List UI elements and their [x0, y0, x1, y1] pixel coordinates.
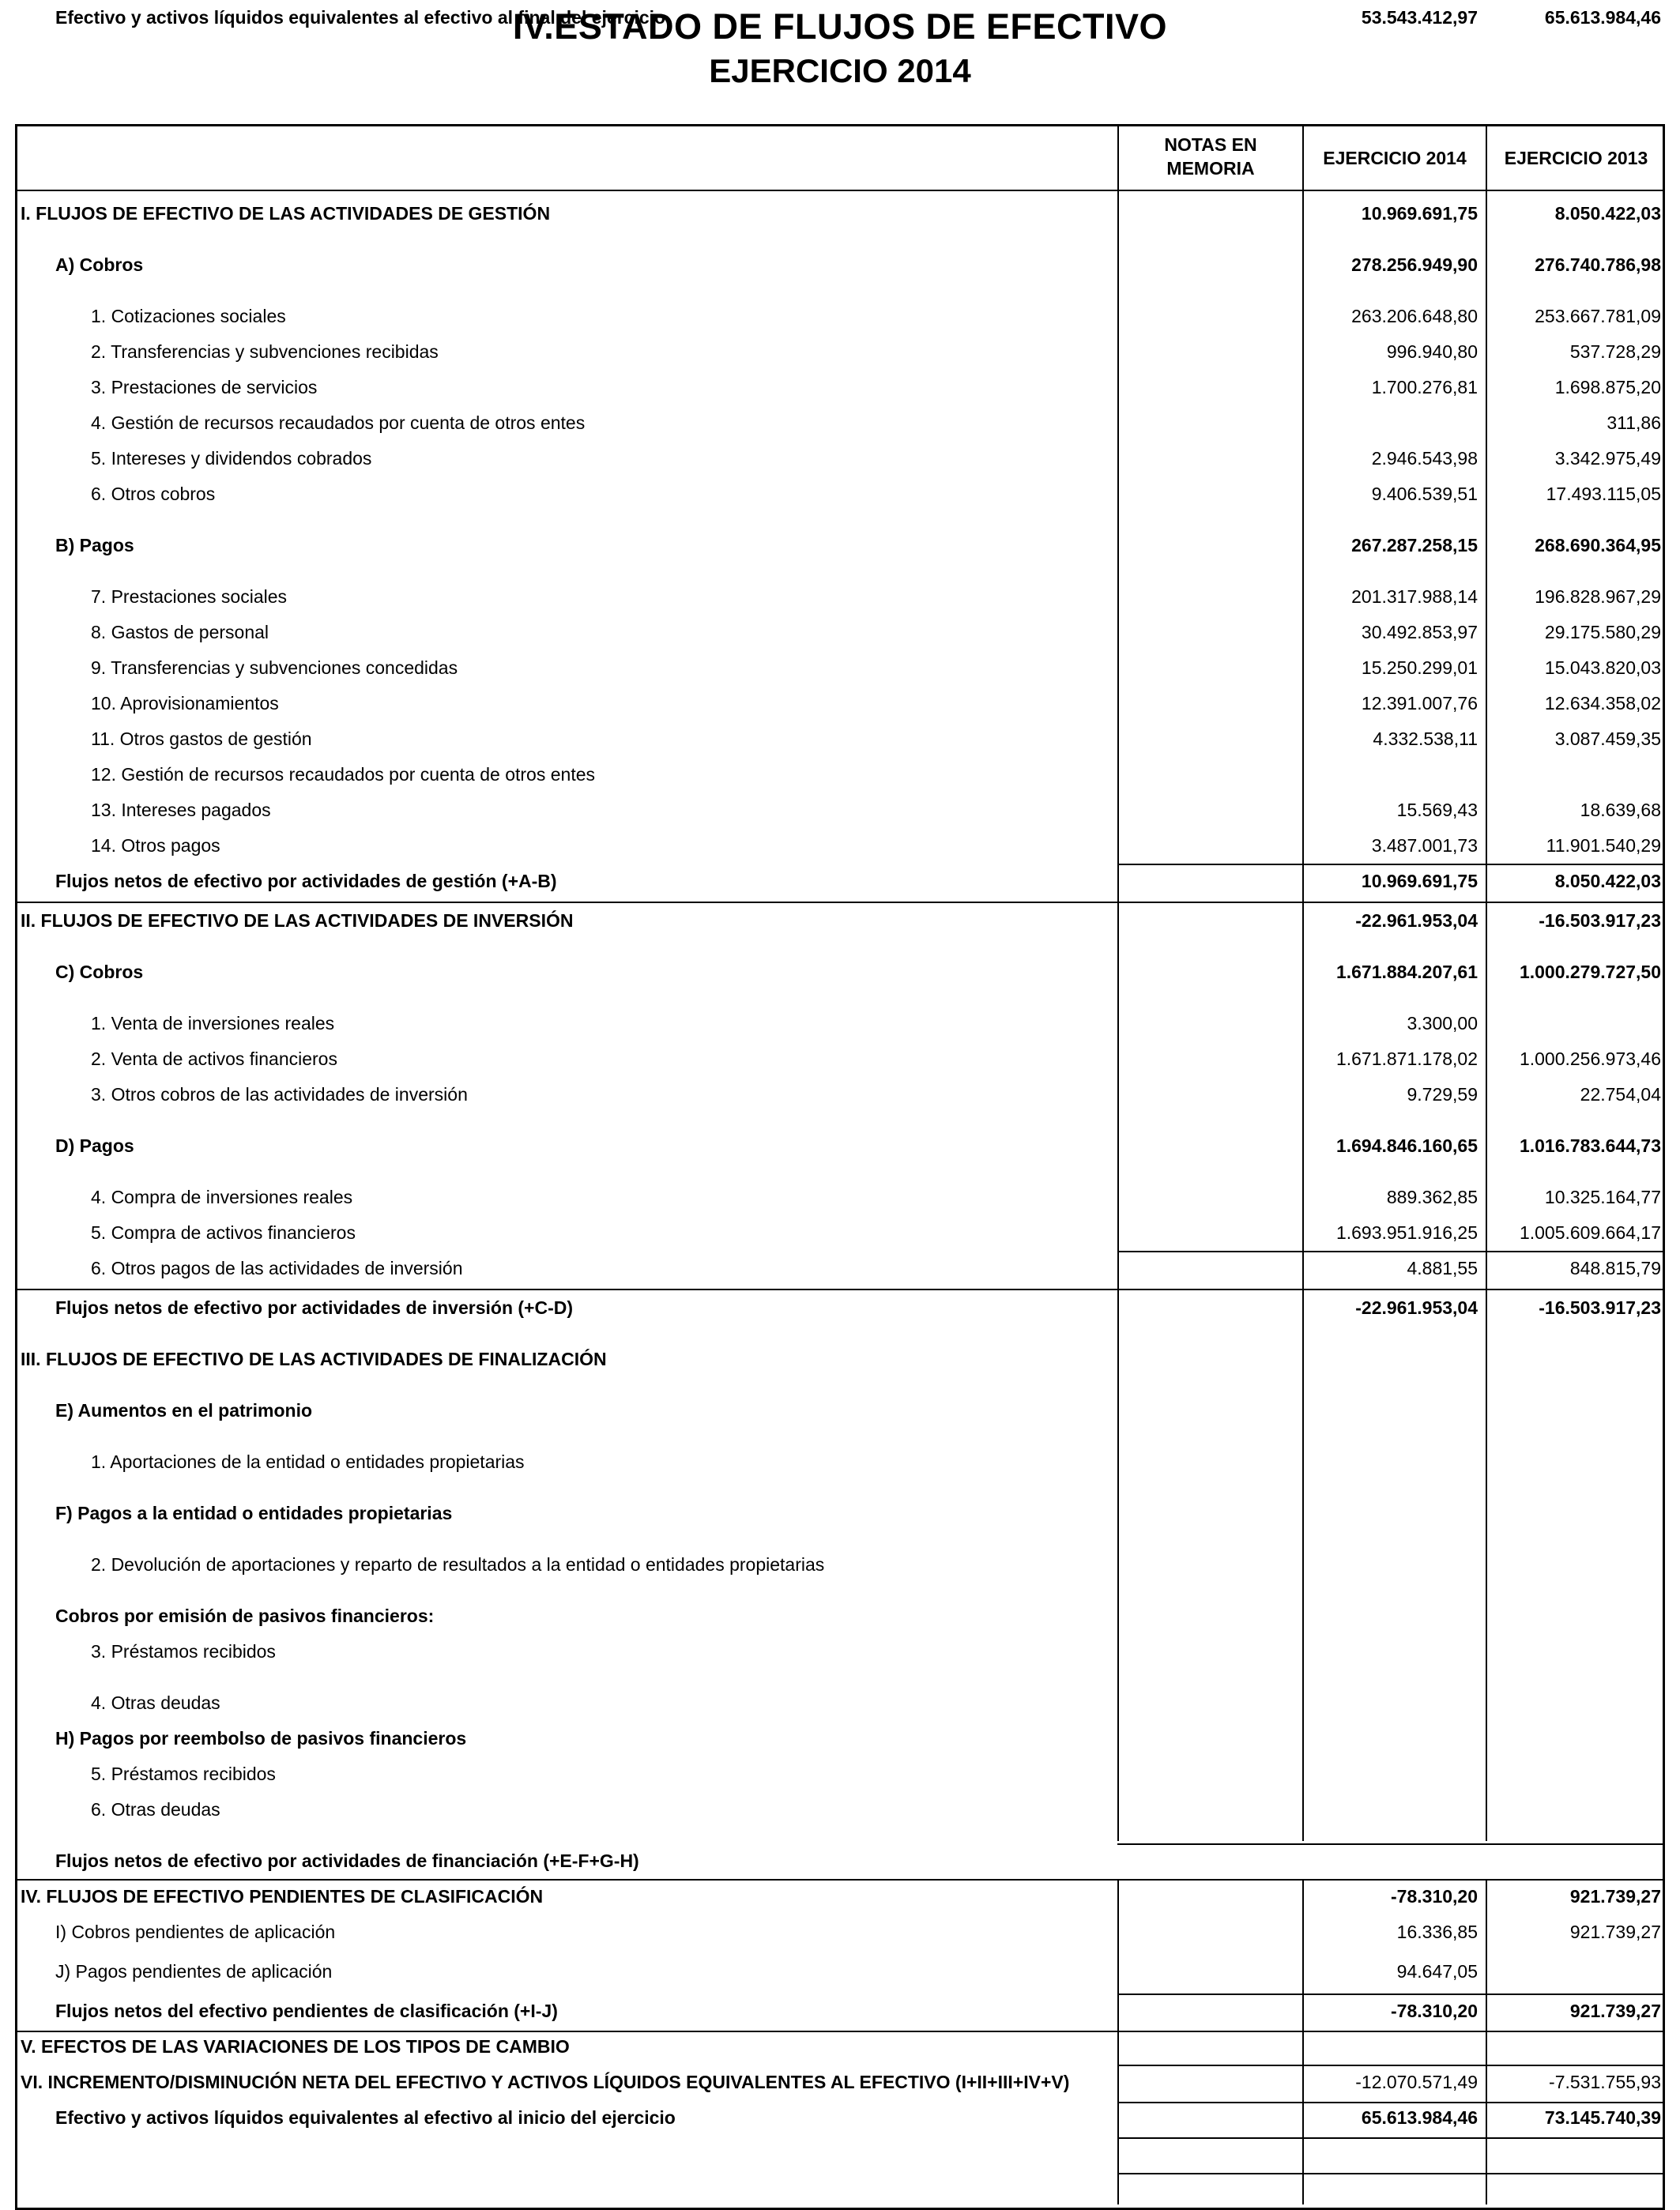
- table-row: [17, 1128, 1663, 1163]
- value-2013: [17, 1756, 1661, 1791]
- row-label: 5. Intereses y dividendos cobrados: [91, 448, 372, 469]
- value-2013: [17, 1843, 1661, 1878]
- table-row: [17, 247, 1663, 282]
- value-2013: 276.740.786,98: [1535, 254, 1661, 275]
- value-2013: 22.754,04: [1580, 1084, 1661, 1105]
- value-2013: [17, 1496, 1661, 1530]
- column-divider: [1117, 1881, 1119, 2204]
- value-2013: 65.613.984,46: [1544, 7, 1661, 28]
- table-row: [17, 1994, 1663, 2028]
- table-row: [17, 1721, 1663, 1756]
- value-2013: [17, 1598, 1661, 1633]
- row-label: C) Cobros: [55, 962, 144, 982]
- row-divider: [1117, 2137, 1663, 2139]
- row-label: 7. Prestaciones sociales: [91, 586, 288, 607]
- value-2014: 2.946.543,98: [1371, 448, 1478, 469]
- table-row: [17, 0, 1663, 35]
- document-title: IV.ESTADO DE FLUJOS DE EFECTIVO: [512, 6, 1168, 47]
- row-label: Efectivo y activos líquidos equivalentes al efectivo al inicio del ejercicio: [55, 2107, 676, 2128]
- row-label: 5. Compra de activos financieros: [91, 1222, 356, 1243]
- row-divider: [1117, 1251, 1663, 1252]
- column-divider: [1117, 126, 1119, 902]
- value-2014: 263.206.648,80: [1351, 306, 1478, 326]
- value-2013: [17, 1954, 1661, 1989]
- value-2014: 3.300,00: [1407, 1013, 1478, 1033]
- column-divider: [1302, 1290, 1304, 1841]
- value-2013: [17, 1547, 1661, 1582]
- table-row: [17, 1598, 1663, 1633]
- row-label: I) Cobros pendientes de aplicación: [55, 1922, 336, 1942]
- row-label: 2. Devolución de aportaciones y reparto de resultados a la entidad o entidades propietarias: [91, 1554, 825, 1575]
- value-2013: 1.005.609.664,17: [1519, 1222, 1661, 1243]
- value-2014: 4.881,55: [1407, 1258, 1478, 1278]
- value-2013: 15.043.820,03: [1544, 657, 1661, 678]
- table-row: [17, 1444, 1663, 1479]
- value-2013: 18.639,68: [1580, 800, 1661, 820]
- column-divider: [1302, 903, 1304, 1289]
- value-2013: [17, 1685, 1661, 1720]
- value-2013: 848.815,79: [1569, 1258, 1661, 1278]
- table-row: [17, 1792, 1663, 1827]
- row-divider: [17, 1879, 1663, 1881]
- value-2013: [17, 757, 1661, 792]
- value-2013: [17, 1444, 1661, 1479]
- value-2013: 537.728,29: [1569, 341, 1661, 362]
- value-2013: 1.000.256.973,46: [1519, 1049, 1661, 1069]
- row-label: 4. Compra de inversiones reales: [91, 1187, 353, 1207]
- column-divider: [1302, 1881, 1304, 2204]
- table-row: [17, 721, 1663, 756]
- value-2014: 201.317.988,14: [1351, 586, 1478, 607]
- row-divider: [17, 2031, 1663, 2032]
- table-row: [17, 2065, 1663, 2099]
- value-2013: [17, 1792, 1661, 1827]
- row-label: Efectivo y activos líquidos equivalentes al efectivo al final del ejercicio: [55, 7, 666, 28]
- row-label: IV. FLUJOS DE EFECTIVO PENDIENTES DE CLASIFICACIÓN: [21, 1886, 544, 1907]
- row-divider: [1117, 1843, 1663, 1845]
- row-label: 13. Intereses pagados: [91, 800, 271, 820]
- table-row: [17, 954, 1663, 989]
- value-2013: 1.016.783.644,73: [1519, 1135, 1661, 1156]
- row-label: J) Pagos pendientes de aplicación: [55, 1961, 333, 1982]
- row-label: D) Pagos: [55, 1135, 134, 1156]
- table-row: [17, 1547, 1663, 1582]
- header-ejercicio-2013: EJERCICIO 2013: [1504, 148, 1648, 168]
- row-label: 4. Otras deudas: [91, 1692, 220, 1713]
- value-2014: 1.671.871.178,02: [1335, 1049, 1478, 1069]
- value-2013: -16.503.917,23: [1539, 910, 1661, 931]
- row-label: 1. Venta de inversiones reales: [91, 1013, 335, 1033]
- table-row: [17, 1954, 1663, 1989]
- row-label: 3. Préstamos recibidos: [91, 1641, 276, 1662]
- table-row: [17, 650, 1663, 685]
- table-row: [17, 1393, 1663, 1428]
- table-row: [17, 1685, 1663, 1720]
- table-row: [17, 757, 1663, 792]
- value-2014: -78.310,20: [1391, 2001, 1478, 2021]
- value-2013: 10.325.164,77: [1544, 1187, 1661, 1207]
- value-2014: 15.250.299,01: [1361, 657, 1478, 678]
- table-row: [17, 334, 1663, 369]
- row-label: VI. INCREMENTO/DISMINUCIÓN NETA DEL EFECTIVO Y ACTIVOS LÍQUIDOS EQUIVALENTES AL EFECTIVO (I+II+III+IV+V): [21, 2072, 1070, 2092]
- value-2013: 921.739,27: [1569, 1886, 1661, 1907]
- table-row: [17, 1496, 1663, 1530]
- table-row: [17, 1756, 1663, 1791]
- header-notas-line1: NOTAS EN: [1164, 134, 1257, 155]
- value-2014: 996.940,80: [1386, 341, 1478, 362]
- table-row: [17, 196, 1663, 231]
- column-divider: [1486, 1881, 1487, 2204]
- value-2013: [17, 1342, 1661, 1376]
- value-2013: 73.145.740,39: [1544, 2107, 1661, 2128]
- value-2014: -22.961.953,04: [1355, 910, 1478, 931]
- table-row: [17, 1077, 1663, 1112]
- table-row: [17, 2029, 1663, 2064]
- row-label: 6. Otros cobros: [91, 484, 216, 504]
- row-divider: [1117, 2065, 1663, 2066]
- row-divider: [1117, 2173, 1663, 2174]
- table-row: [17, 864, 1663, 898]
- value-2014: 3.487.001,73: [1371, 835, 1478, 856]
- row-label: 2. Venta de activos financieros: [91, 1049, 337, 1069]
- table-row: [17, 1634, 1663, 1669]
- row-label: 1. Cotizaciones sociales: [91, 306, 286, 326]
- row-divider: [1117, 1994, 1663, 1995]
- value-2014: 4.332.538,11: [1373, 729, 1478, 749]
- row-label: 11. Otros gastos de gestión: [91, 729, 312, 749]
- value-2014: 15.569,43: [1396, 800, 1478, 820]
- row-label: 5. Préstamos recibidos: [91, 1764, 276, 1784]
- table-row: [17, 1290, 1663, 1325]
- value-2014: 94.647,05: [1396, 1961, 1478, 1982]
- row-label: 3. Otros cobros de las actividades de inversión: [91, 1084, 468, 1105]
- value-2013: 196.828.967,29: [1535, 586, 1661, 607]
- table-row: [17, 903, 1663, 938]
- row-label: 2. Transferencias y subvenciones recibidas: [91, 341, 439, 362]
- header-notas: [1119, 133, 1302, 180]
- value-2013: -7.531.755,93: [1549, 2072, 1661, 2092]
- table-row: [17, 828, 1663, 863]
- value-2014: 16.336,85: [1396, 1922, 1478, 1942]
- value-2014: 1.694.846.160,65: [1335, 1135, 1478, 1156]
- table-row: [17, 476, 1663, 511]
- value-2014: 30.492.853,97: [1361, 622, 1478, 642]
- value-2013: [17, 1634, 1661, 1669]
- value-2013: -16.503.917,23: [1539, 1297, 1661, 1318]
- table-row: [17, 528, 1663, 563]
- table-row: [17, 793, 1663, 827]
- value-2014: 12.391.007,76: [1361, 693, 1478, 713]
- value-2013: [17, 1721, 1661, 1756]
- row-label: 8. Gastos de personal: [91, 622, 269, 642]
- value-2014: 1.700.276,81: [1371, 377, 1478, 397]
- value-2013: 8.050.422,03: [1554, 871, 1661, 891]
- row-label: 4. Gestión de recursos recaudados por cuenta de otros entes: [91, 412, 586, 433]
- table-row: [17, 579, 1663, 614]
- value-2013: 17.493.115,05: [1546, 484, 1661, 504]
- table-row: [17, 1041, 1663, 1076]
- value-2014: 1.693.951.916,25: [1335, 1222, 1478, 1243]
- row-label: Flujos netos de efectivo por actividades de gestión (+A-B): [55, 871, 557, 891]
- table-row: [17, 1879, 1663, 1914]
- row-label: Cobros por emisión de pasivos financieros:: [55, 1606, 435, 1626]
- row-divider: [17, 902, 1663, 903]
- row-label: 12. Gestión de recursos recaudados por cuenta de otros entes: [91, 764, 596, 785]
- row-label: B) Pagos: [55, 535, 134, 555]
- column-divider: [1117, 1290, 1119, 1841]
- row-label: E) Aumentos en el patrimonio: [55, 1400, 313, 1421]
- value-2013: 253.667.781,09: [1535, 306, 1661, 326]
- table-row: [17, 2100, 1663, 2135]
- header-ejercicio-2014: EJERCICIO 2014: [1323, 148, 1467, 168]
- table-row: [17, 1914, 1663, 1949]
- row-label: Flujos netos de efectivo por actividades de inversión (+C-D): [55, 1297, 574, 1318]
- value-2014: 278.256.949,90: [1351, 254, 1478, 275]
- table-row: [17, 299, 1663, 333]
- column-divider: [1302, 126, 1304, 902]
- row-label: 9. Transferencias y subvenciones concedidas: [91, 657, 458, 678]
- value-2013: [17, 2029, 1661, 2064]
- value-2014: 10.969.691,75: [1361, 871, 1478, 891]
- row-label: 6. Otros pagos de las actividades de inversión: [91, 1258, 463, 1278]
- value-2013: 29.175.580,29: [1544, 622, 1661, 642]
- document-subtitle: EJERCICIO 2014: [709, 52, 971, 89]
- table-row: [17, 686, 1663, 721]
- row-label: A) Cobros: [55, 254, 144, 275]
- value-2014: -22.961.953,04: [1355, 1297, 1478, 1318]
- value-2013: 1.698.875,20: [1554, 377, 1661, 397]
- row-divider: [17, 1289, 1663, 1290]
- table-row: [17, 1215, 1663, 1250]
- row-divider: [17, 190, 1663, 191]
- value-2013: 11.901.540,29: [1546, 835, 1661, 856]
- value-2014: 65.613.984,46: [1361, 2107, 1478, 2128]
- column-divider: [1486, 1290, 1487, 1841]
- value-2014: 9.729,59: [1407, 1084, 1478, 1105]
- table-row: [17, 1180, 1663, 1214]
- row-divider: [1117, 2102, 1663, 2103]
- table-row: [17, 615, 1663, 649]
- row-label: II. FLUJOS DE EFECTIVO DE LAS ACTIVIDADES DE INVERSIÓN: [21, 910, 574, 931]
- row-label: V. EFECTOS DE LAS VARIACIONES DE LOS TIPOS DE CAMBIO: [21, 2036, 570, 2057]
- column-divider: [1486, 903, 1487, 1289]
- value-2014: 53.543.412,97: [1361, 7, 1478, 28]
- header-notas-line2: MEMORIA: [1166, 158, 1255, 179]
- row-label: III. FLUJOS DE EFECTIVO DE LAS ACTIVIDADES DE FINALIZACIÓN: [21, 1349, 607, 1369]
- row-label: 3. Prestaciones de servicios: [91, 377, 318, 397]
- value-2014: -12.070.571,49: [1355, 2072, 1478, 2092]
- row-label: Flujos netos del efectivo pendientes de clasificación (+I-J): [55, 2001, 558, 2021]
- value-2013: 12.634.358,02: [1544, 693, 1661, 713]
- column-divider: [1486, 126, 1487, 902]
- value-2013: 8.050.422,03: [1554, 203, 1661, 224]
- value-2013: 921.739,27: [1569, 1922, 1661, 1942]
- value-2013: [17, 1006, 1661, 1041]
- table-row: [17, 1843, 1663, 1878]
- table-row: [17, 370, 1663, 405]
- table-row: [17, 441, 1663, 476]
- table-row: [17, 1251, 1663, 1286]
- value-2013: [17, 1393, 1661, 1428]
- row-label: 6. Otras deudas: [91, 1799, 220, 1820]
- row-label: Flujos netos de efectivo por actividades de financiación (+E-F+G-H): [55, 1850, 639, 1871]
- row-label: 14. Otros pagos: [91, 835, 220, 856]
- value-2014: -78.310,20: [1391, 1886, 1478, 1907]
- table-row: [17, 1342, 1663, 1376]
- value-2014: 10.969.691,75: [1361, 203, 1478, 224]
- value-2014: 9.406.539,51: [1371, 484, 1478, 504]
- table-row: [17, 405, 1663, 440]
- value-2014: 267.287.258,15: [1351, 535, 1478, 555]
- value-2013: 921.739,27: [1569, 2001, 1661, 2021]
- value-2013: 311,86: [1607, 412, 1661, 433]
- table-row: [17, 1006, 1663, 1041]
- row-label: F) Pagos a la entidad o entidades propietarias: [55, 1503, 453, 1523]
- value-2013: 3.342.975,49: [1554, 448, 1661, 469]
- value-2013: 1.000.279.727,50: [1519, 962, 1661, 982]
- row-label: 1. Aportaciones de la entidad o entidades propietarias: [91, 1451, 525, 1472]
- row-label: I. FLUJOS DE EFECTIVO DE LAS ACTIVIDADES DE GESTIÓN: [21, 203, 551, 224]
- value-2014: 889.362,85: [1386, 1187, 1478, 1207]
- value-2013: 3.087.459,35: [1554, 729, 1661, 749]
- value-2014: 1.671.884.207,61: [1335, 962, 1478, 982]
- row-label: 10. Aprovisionamientos: [91, 693, 279, 713]
- row-label: H) Pagos por reembolso de pasivos financieros: [55, 1728, 467, 1749]
- row-divider: [1117, 864, 1663, 865]
- value-2013: 268.690.364,95: [1535, 535, 1661, 555]
- column-divider: [1117, 903, 1119, 1289]
